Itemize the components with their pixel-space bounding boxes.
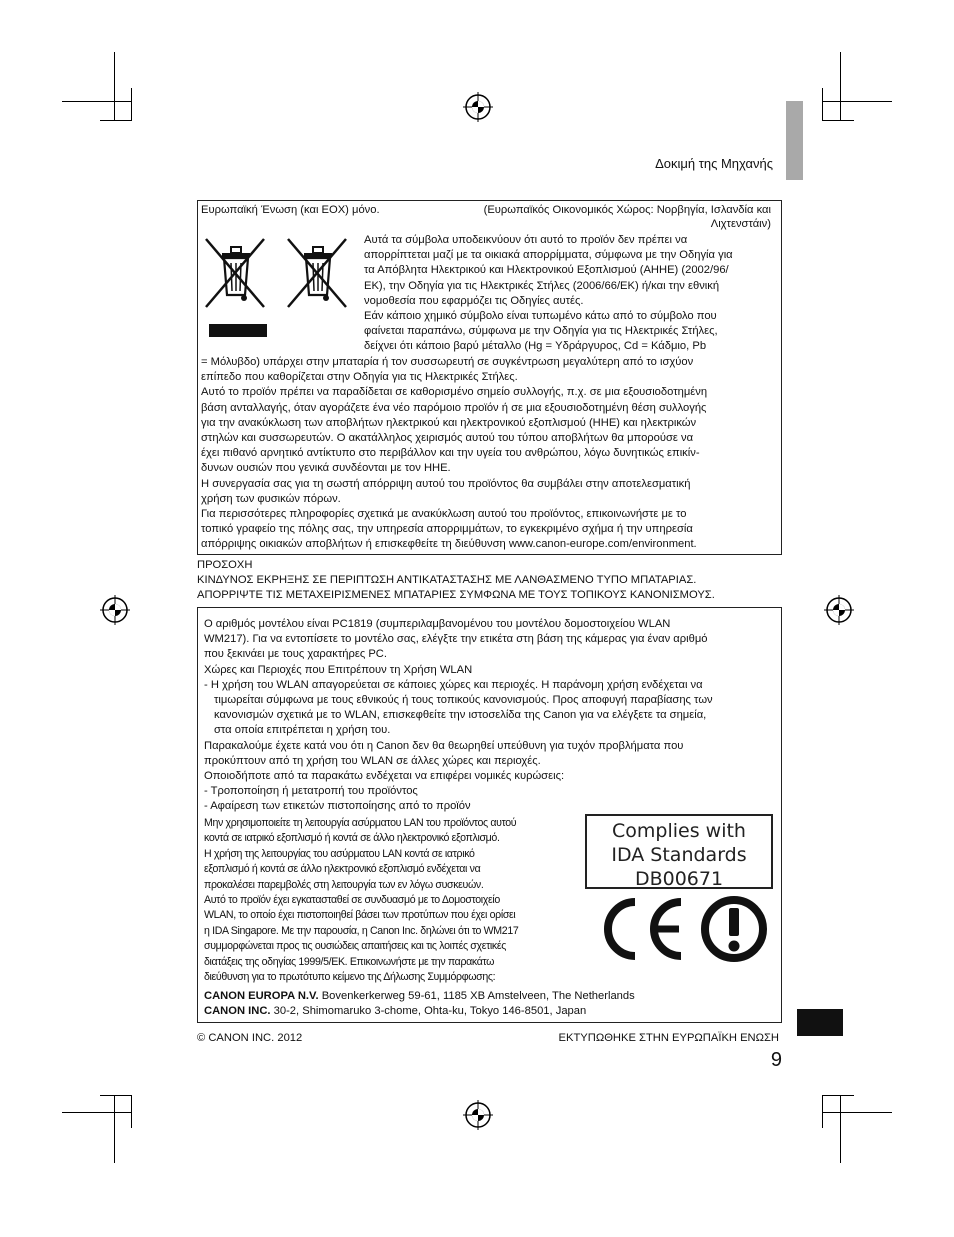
weee-text-line: στηλών και συσσωρευτών. Ο ακατάλληλος χειρισμός αυτού του τύπου αποβλήτων θα μπορούσε να [201, 432, 694, 445]
weee-text-line: τοπικό γραφείο της πόλης σας, την υπηρεσία απορριμμάτων, το εγκεκριμένο σχήμα ή την υπηρεσία [201, 523, 693, 536]
crossed-bin-icon [202, 237, 268, 309]
crop-mark [62, 1112, 132, 1113]
wlan-text [204, 617, 778, 815]
weee-text-line: για την ανακύκλωση των αποβλήτων ηλεκτρικού και ηλεκτρονικού εξοπλισμού (ΗΗΕ) και ηλεκτρικών [201, 416, 697, 429]
wlan-text-line: προκαλέσει παρεμβολές στη λειτουργία των εν λόγω συσκευών. [204, 878, 484, 891]
wlan-text-line: Ο αριθμός μοντέλου είναι PC1819 (συμπεριλαμβανομένου του μοντέλου δομοστοιχείου WLAN [204, 618, 671, 630]
weee-text-line: δυνων ουσιών που γενικά συνδέονται με τον ΗΗΕ. [201, 462, 451, 475]
crop-mark [822, 88, 823, 121]
wlan-text-line: WM217). Για να εντοπίσετε το μοντέλο σας, ελέγξτε την ετικέτα στη βάση της κάμερας για έναν αριθμό [204, 633, 708, 646]
crop-mark [840, 1095, 841, 1163]
caution-block [197, 558, 787, 604]
wlan-text-line: WLAN, το οποίο έχει πιστοποιηθεί βάσει των προτύπων που έχει ορίσει [204, 909, 516, 922]
weee-bar [209, 324, 267, 337]
wlan-text-line: - Τροποποίηση ή μετατροπή του προϊόντος [204, 785, 418, 798]
wlan-text-line: η IDA Singapore. Με την παρουσία, η Canon Inc. δηλώνει ότι το WM217 [204, 924, 519, 937]
wlan-text-line: που ξεκινάει με τους χαρακτήρες PC. [204, 648, 387, 661]
weee-text-line: βάση ανταλλαγής, όταν αγοράζετε ένα νέο παρόμοιο προϊόν ή σε μια εξουσιοδοτημένη θέση συλλογής [201, 401, 707, 414]
wlan-text-line: συμμορφώνεται προς τις ουσιώδεις απαιτήσεις και τις λοιπές σχετικές [204, 940, 506, 953]
weee-text-line: χρήση των φυσικών πόρων. [201, 492, 341, 505]
printed-in: ΕΚΤΥΠΩΘΗΚΕ ΣΤΗΝ ΕΥΡΩΠΑΪΚΗ ΕΝΩΣΗ [558, 1032, 779, 1044]
weee-text-line: Για περισσότερες πληροφορίες σχετικά με ανακύκλωση αυτού του προϊόντος, επικοινωνήστε με το [201, 508, 687, 521]
wlan-text-line: κοντά σε ιατρικό εξοπλισμό ή κοντά σε άλλο ηλεκτρονικό εξοπλισμό. [204, 832, 500, 845]
caution-line: ΑΠΟΡΡΙΨΤΕ ΤΙΣ ΜΕΤΑΧΕΙΡΙΣΜΕΝΕΣ ΜΠΑΤΑΡΙΕΣ ΣΥΜΦΩΝΑ ΜΕ ΤΟΥΣ ΤΟΠΙΚΟΥΣ ΚΑΝΟΝΙΣΜΟΥΣ. [197, 589, 715, 602]
weee-text-line: απόρριψης οικιακών αποβλήτων ή επισκεφθείτε τη διεύθυνση www.canon-europe.com/environment. [201, 538, 697, 551]
weee-text-line: φαίνεται παραπάνω, σύμφωνα με την Οδηγία για τις Ηλεκτρικές Στήλες, [364, 325, 718, 338]
company-name: CANON INC. [204, 1005, 271, 1018]
crop-mark [840, 52, 841, 120]
eu-only-label: Ευρωπαϊκή Ένωση (και ΕΟΧ) μόνο. [201, 204, 380, 216]
weee-text-line: ΕΚ), την Οδηγία για τις Ηλεκτρικές Στήλες (2006/66/ΕΚ) ή/και την εθνική [364, 279, 720, 292]
wlan-text-line: Η χρήση της λειτουργίας του ασύρματου LAN κοντά σε ιατρικό [204, 847, 475, 860]
crossed-bin-icon [284, 237, 350, 309]
ida-line: DB00671 [634, 868, 724, 890]
wlan-narrow-text [204, 816, 580, 985]
wlan-text-line: Παρακαλούμε έχετε κατά νου ότι η Canon δεν θα θεωρηθεί υπεύθυνη για τυχόν προβλήματα που [204, 739, 684, 752]
crop-mark [822, 101, 892, 102]
wlan-text-line: διεύθυνση για το πρωτότυπο κείμενο της Δήλωσης Συμμόρφωσης: [204, 971, 496, 984]
alert-symbol-icon [700, 895, 768, 963]
crop-mark [114, 1095, 115, 1163]
caution-line: ΚΙΝΔΥΝΟΣ ΕΚΡΗΞΗΣ ΣΕ ΠΕΡΙΠΤΩΣΗ ΑΝΤΙΚΑΤΑΣΤΑΣΗΣ ΜΕ ΛΑΝΘΑΣΜΕΝΟ ΤΥΠΟ ΜΠΑΤΑΡΙΑΣ. [197, 574, 697, 587]
weee-side-text [364, 233, 779, 355]
crop-mark [822, 1095, 854, 1096]
wlan-text-line: - Η χρήση του WLAN απαγορεύεται σε κάποιες χώρες και περιοχές. Η παράνομη χρήση ενδέχεται να [204, 678, 703, 691]
registration-mark-icon [463, 1100, 493, 1130]
address-inc [204, 1004, 778, 1019]
crop-mark [131, 1095, 132, 1128]
address-block [204, 989, 778, 1019]
weee-text-line: τα Απόβλητα Ηλεκτρικού και Ηλεκτρονικού Εξοπλισμού (ΑΗΗΕ) (2002/96/ [364, 264, 729, 277]
crop-mark [100, 120, 132, 121]
company-name: CANON EUROPA N.V. [204, 990, 319, 1002]
wlan-text-line: Αυτό το προϊόν έχει εγκατασταθεί σε συνδυασμό με το Δομοστοιχείο [204, 894, 500, 907]
ida-line: Complies with [612, 820, 746, 842]
crop-mark [822, 1112, 892, 1113]
crop-mark [62, 101, 132, 102]
wlan-text-line: εξοπλισμό ή κοντά σε άλλο ηλεκτρονικό εξοπλισμό ενδέχεται να [204, 863, 481, 876]
company-address: 30-2, Shimomaruko 3-chome, Ohta-ku, Tokyo 146-8501, Japan [270, 1005, 587, 1018]
wlan-text-line: - Αφαίρεση των ετικετών πιστοποίησης από το προϊόν [204, 800, 471, 813]
weee-text-line: Η συνεργασία σας για τη σωστή απόρριψη αυτού του προϊόντος θα συμβάλει στην αποτελεσματική [201, 477, 691, 490]
wlan-box [197, 607, 782, 1023]
caution-title: ΠΡΟΣΟΧΗ [197, 559, 253, 571]
weee-text-line: Αυτά τα σύμβολα υποδεικνύουν ότι αυτό το προϊόν δεν πρέπει να [364, 234, 688, 246]
weee-text-line: = Μόλυβδο) υπάρχει στην μπαταρία ή τον συσσωρευτή σε συγκέντρωση μεγαλύτερη από το ισχύον [201, 356, 694, 368]
company-address: Bovenkerkerweg 59-61, 1185 XB Amstelveen, The Netherlands [318, 990, 635, 1002]
section-tab [786, 101, 803, 180]
wlan-text-line: στα οποία επιτρέπεται η χρήση του. [214, 724, 391, 737]
eu-disposal-box [197, 200, 782, 555]
crop-mark [131, 88, 132, 121]
ida-line: IDA Standards [611, 844, 747, 866]
wlan-text-line: διατάξεις της οδηγίας 1999/5/ΕΚ. Επικοινωνήστε με την παρακάτω [204, 955, 495, 968]
weee-text-line: δείχνει ότι κάποιο βαρύ μέταλλο (Hg = Υδράργυρος, Cd = Κάδμιο, Pb [364, 340, 707, 353]
crop-mark [822, 120, 854, 121]
weee-text-line: επίπεδο που καθορίζεται στην Οδηγία για τις Ηλεκτρικές Στήλες. [201, 371, 518, 384]
registration-mark-icon [463, 92, 493, 122]
page-number: 9 [770, 1049, 782, 1071]
registration-mark-icon [100, 595, 130, 625]
weee-text-line: Εάν κάποιο χημικό σύμβολο είναι τυπωμένο κάτω από το σύμβολο που [364, 310, 717, 323]
weee-text-line: απορρίπτεται μαζί με τα οικιακά απορρίμματα, σύμφωνα με την Οδηγία για [364, 249, 733, 262]
wlan-text-line: Μην χρησιμοποιείτε τη λειτουργία ασύρματου LAN του προϊόντος αυτού [204, 817, 517, 829]
eea-label: (Ευρωπαϊκός Οικονομικός Χώρος: Νορβηγία, Ισλανδία και [483, 204, 771, 216]
weee-text-line: έχει πιθανό αρνητικό αντίκτυπο στο περιβάλλον και την υγεία του ανθρώπου, λόγω δυνητικώς επικίν- [201, 447, 700, 460]
crop-mark [114, 52, 115, 120]
address-europa [204, 989, 778, 1004]
wlan-text-line: κανονισμών σχετικά με το WLAN, επισκεφθείτε την ιστοσελίδα της Canon για να ελέγξετε τα σημεία, [214, 709, 707, 722]
copyright: © CANON INC. 2012 [197, 1032, 303, 1044]
eea-label-cont: Λιχτενστάιν) [710, 218, 771, 230]
weee-text-line: Αυτό το προϊόν πρέπει να παραδίδεται σε καθορισμένο σημείο συλλογής, π.χ. σε μια εξουσιοδοτημένη [201, 386, 708, 399]
ce-mark-icon [595, 898, 687, 960]
wlan-text-line: προκύπτουν από τη χρήση του WLAN σε άλλες χώρες και περιοχές. [204, 754, 541, 767]
wlan-text-line: Χώρες και Περιοχές που Επιτρέπουν τη Χρήση WLAN [204, 663, 473, 676]
crop-mark [100, 1095, 132, 1096]
section-title: Δοκιμή της Μηχανής [655, 156, 773, 171]
page-tab [797, 1009, 843, 1036]
wlan-text-line: τιμωρείται σύμφωνα με τους εθνικούς ή τους τοπικούς κανονισμούς. Προς αποφυγή παραβίασης των [214, 694, 713, 707]
wlan-text-line: Οποιοδήποτε από τα παρακάτω ενδέχεται να επιφέρει νομικές κυρώσεις: [204, 770, 565, 783]
weee-text-line: νομοθεσία που εφαρμόζει τις Οδηγίες αυτές. [364, 294, 584, 307]
registration-mark-icon [824, 595, 854, 625]
ida-compliance-label [585, 814, 773, 889]
crop-mark [822, 1095, 823, 1128]
weee-full-text [201, 355, 781, 553]
